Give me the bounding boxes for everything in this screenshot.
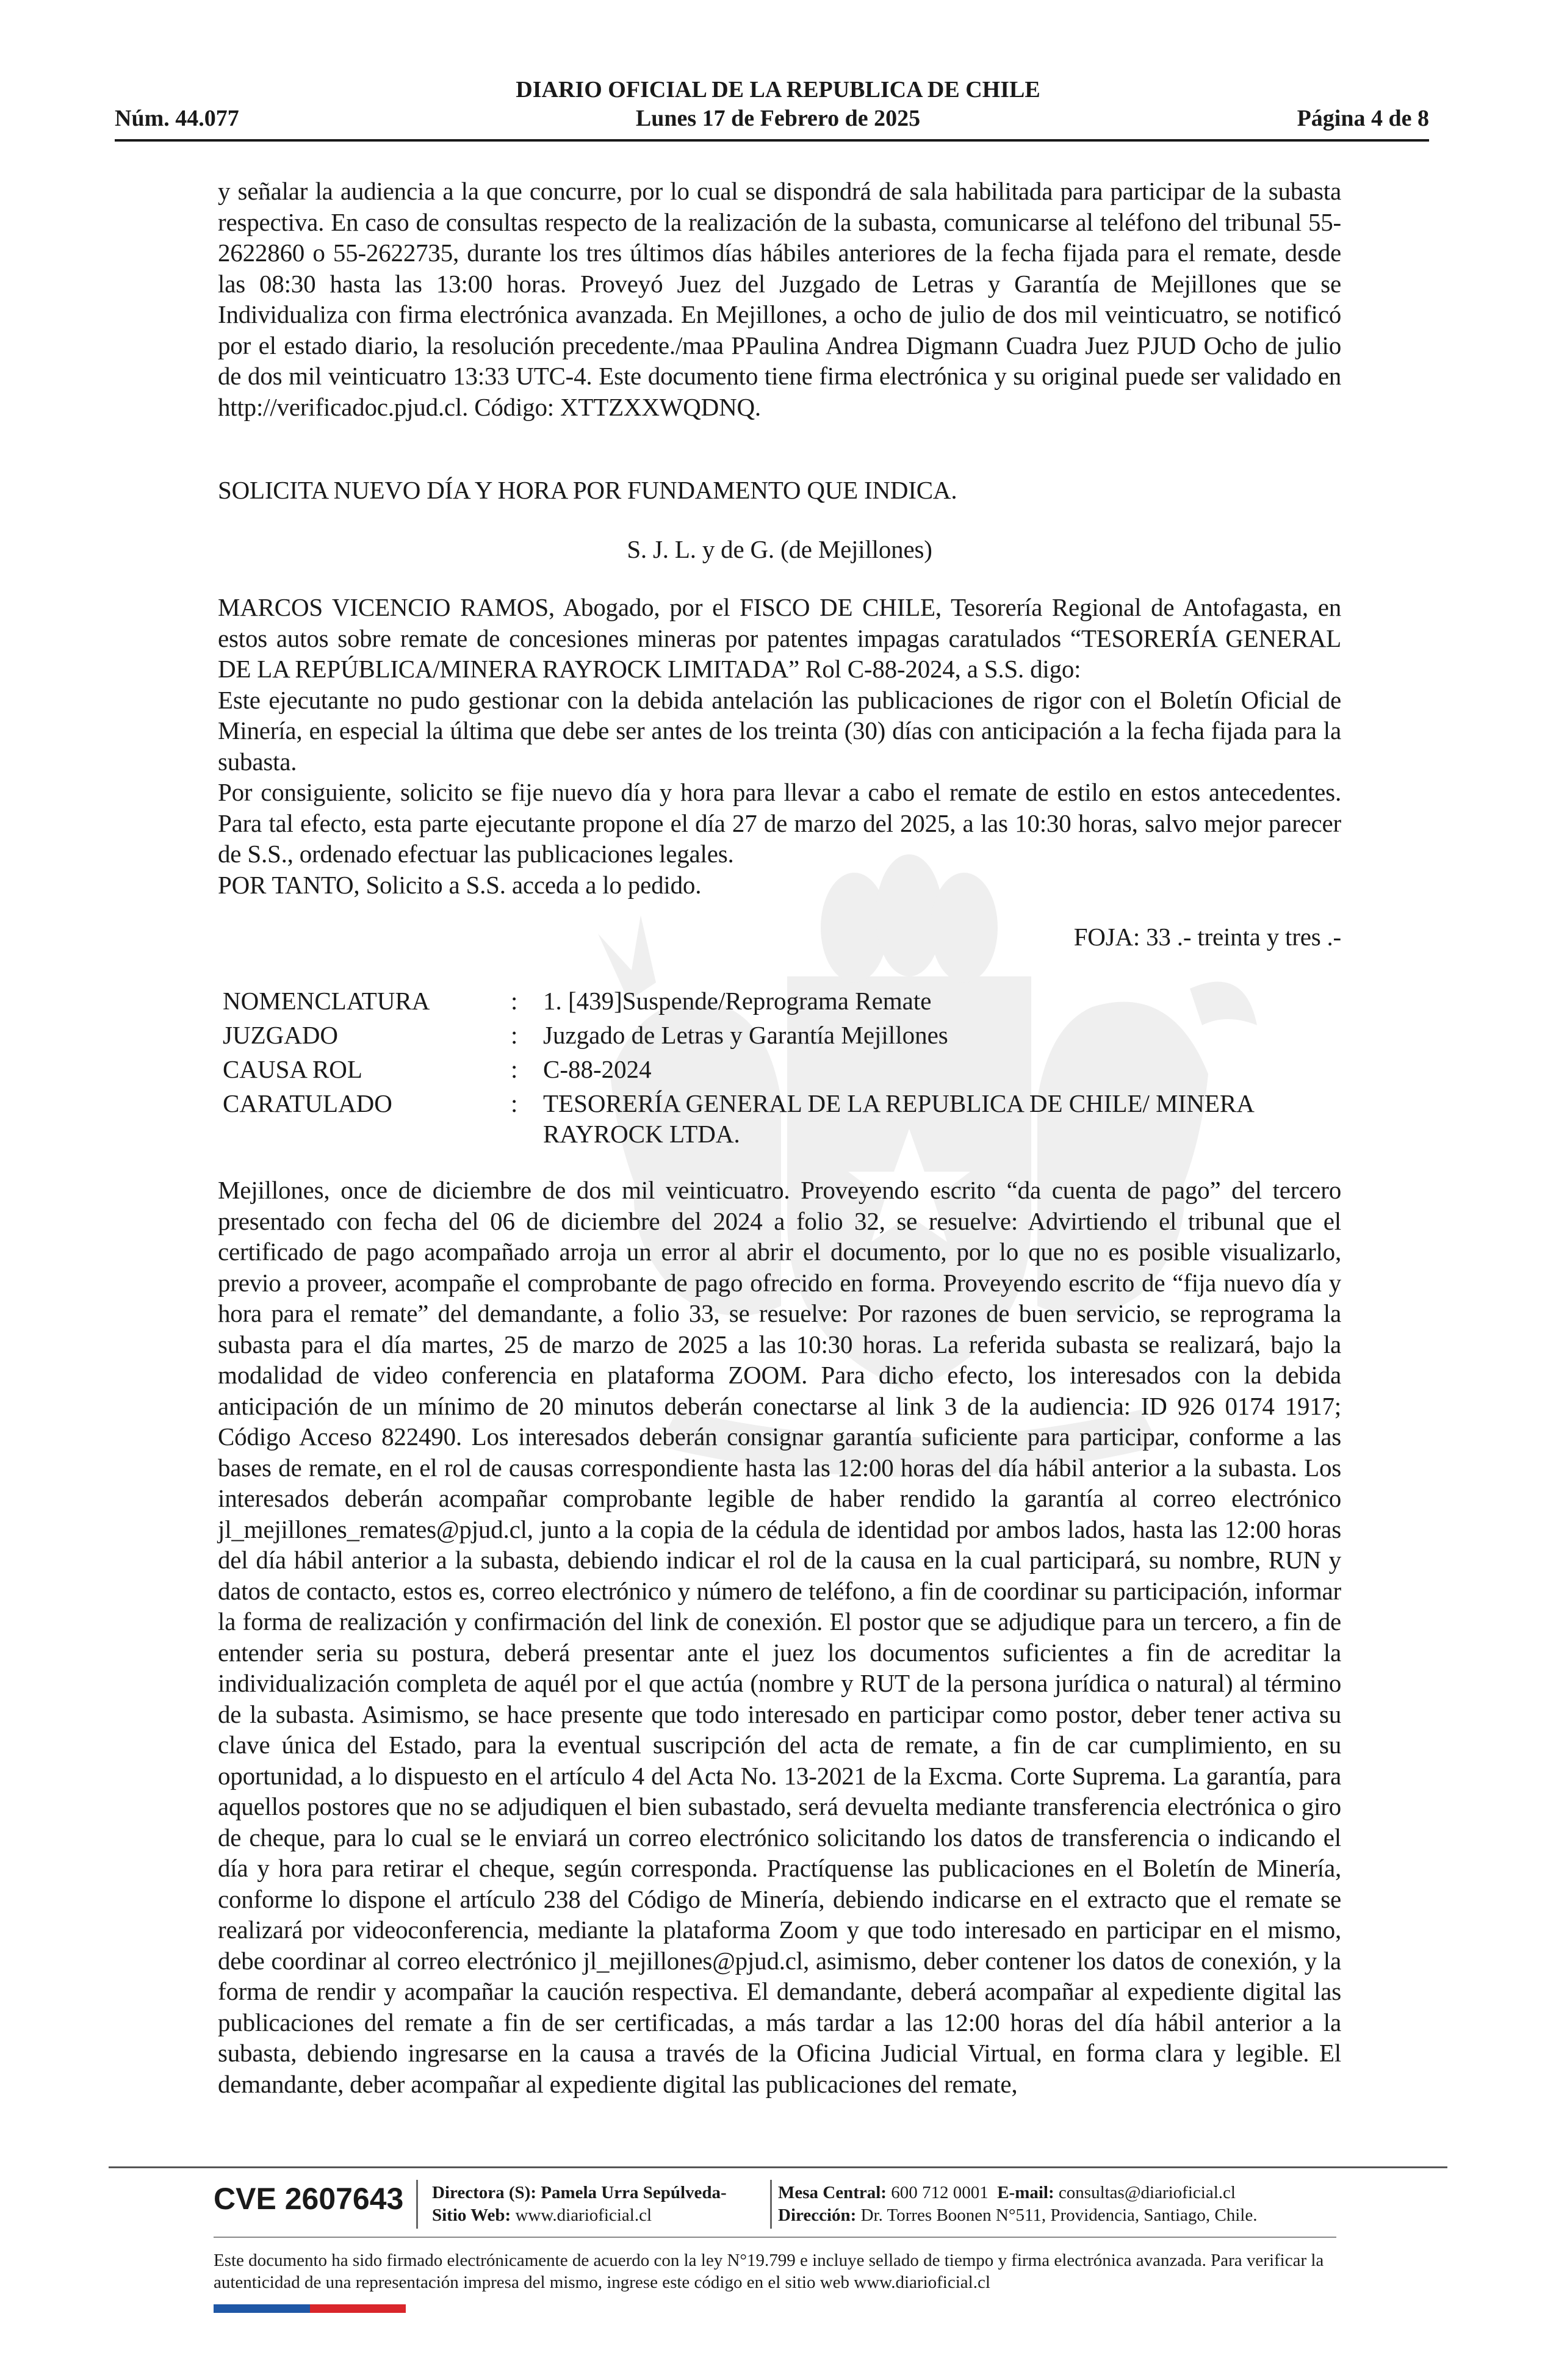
case-info-label: NOMENCLATURA [223, 987, 430, 1015]
flag-stripe [214, 2304, 406, 2313]
case-info-separator: : [511, 987, 518, 1015]
resolution-paragraph: Mejillones, once de diciembre de dos mil veinticuatro. Proveyendo escrito “da cuenta de pago” del tercero presentado con fecha del 06 de diciembre del 2024 a folio 32, se resuelve: Advirtiendo el tribunal que el certificado de pago acompañado arroja un error al abrir el documento, por lo que no es posible visualizarlo, previo a proveer, acompañe el comprobante de pago ofrecido en forma. Proveyendo escrito de “fija nuevo día y hora para el remate” del demandante, a folio 33, se resuelve: Por razones de buen servicio, se reprograma la subasta para el día martes, 25 de marzo de 2025 a las 10:30 horas. La referida subasta se realizará, bajo la modalidad de video conferencia en plataforma ZOOM. Para dicho efecto, los interesados con la debida anticipación de un mínimo de 20 minutos deberán conectarse al link 3 de la audiencia: ID 926 0174 1917; Código Acceso 822490. Los interesados deberán consignar garantía suficiente para participar, conforme a las bases de remate, en el rol de causas correspondiente hasta las 12:00 horas del día hábil anterior a la subasta. Los interesados deberán acompañar comprobante legible de haber rendido la garantía al correo electrónico jl_mejillones_remates@pjud.cl, junto a la copia de la cédula de identidad por ambos lados, hasta las 12:00 horas del día hábil anterior a la subasta, debiendo indicar el rol de la causa en la cual participará, su nombre, RUN y datos de contacto, estos es, correo electrónico y número de teléfono, a fin de coordinar su participación, informar la forma de realización y confirmación del link de conexión. El postor que se adjudique para un tercero, a fin de entender seria su postura, deberá presentar ante el juez los documentos suficientes a fin de acreditar la individualización completa de aquél por el que actúa (nombre y RUT de la persona jurídica o natural) al término de la subasta. Asimismo, se hace presente que todo interesado en participar como postor, deber tener activa su clave única del Estado, para la eventual suscripción del acta de remate, a fin de car cumplimiento, en su oportunidad, a lo dispuesto en el artículo 4 del Acta No. 13-2021 de la Excma. Corte Suprema. La garantía, para aquellos postores que no se adjudiquen el bien subastado, será devuelta mediante transferencia electrónica o giro de cheque, para lo cual se le enviará un correo electrónico solicitando los datos de transferencia o indicando el día y hora para retirar el cheque, según corresponda. Practíquense las publicaciones en el Boletín de Minería, conforme lo dispone el artículo 238 del Código de Minería, debiendo indicarse en el extracto que el remate se realizará por videoconferencia, mediante la plataforma Zoom y que todo interesado en participar en el mismo, debe coordinar al correo electrónico jl_mejillones@pjud.cl, asimismo, deber contener los datos de conexión, y la forma de rendir y acompañar la caución respectiva. El demandante, deberá acompañar al expediente digital las publicaciones del remate a fin de ser certificadas, a más tardar a las 12:00 horas del día hábil anterior a la subasta, debiendo ingresarse en la causa a través de la Oficina Judicial Virtual, en forma clara y legible. El demandante, deber acompañar al expediente digital las publicaciones del remate, [218, 1176, 1341, 2098]
case-info-row [223, 986, 1342, 1016]
footer-contact-block [778, 2182, 1257, 2227]
petition-body [218, 592, 1341, 900]
site-label: Sitio Web: [432, 2205, 511, 2225]
site-link[interactable]: www.diarioficial.cl [515, 2205, 652, 2225]
phone-value: 600 712 0001 [891, 2183, 989, 2202]
footer-divider-secondary [214, 2237, 1336, 2238]
address-value: Dr. Torres Boonen N°511, Providencia, Santiago, Chile. [860, 2205, 1258, 2225]
paragraph-notice-end: y señalar la audiencia a la que concurre, por lo cual se dispondrá de sala habilitada para participar de la subasta respectiva. En caso de consultas respecto de la realización de la subasta, comunicarse al teléfono del tribunal 55-2622860 o 55-2622735, durante los tres últimos días hábiles anteriores de la fecha fijada para el remate, desde las 08:30 hasta las 13:00 horas. Proveyó Juez del Juzgado de Letras y Garantía de Mejillones que se Individualiza con firma electrónica avanzada. En Mejillones, a ocho de julio de dos mil veinticuatro, se notificó por el estado diario, la resolución precedente./maa PPaulina Andrea Digmann Cuadra Juez PJUD Ocho de julio de dos mil veinticuatro 13:33 UTC-4. Este documento tiene firma electrónica y su original puede ser validado en http://verificadoc.pjud.cl. Código: XTTZXXWQDNQ. [218, 177, 1341, 421]
petition-heading: SOLICITA NUEVO DÍA Y HORA POR FUNDAMENTO QUE INDICA. [218, 476, 957, 504]
phone-label: Mesa Central: [778, 2183, 887, 2202]
issue-date: Lunes 17 de Febrero de 2025 [635, 106, 921, 131]
footer-separator [416, 2180, 418, 2229]
petition-request: Por consiguiente, solicito se fije nuevo día y hora para llevar a cabo el remate de estilo en estos antecedentes. Para tal efecto, esta parte ejecutante propone el día 27 de marzo del 2025, a las 10:30 horas, salvo mejor parecer de S.S., ordenado efectuar las publicaciones legales. [218, 778, 1341, 868]
case-info-value: TESORERÍA GENERAL DE LA REPUBLICA DE CHILE/ MINERA RAYROCK LTDA. [543, 1089, 1253, 1148]
flag-blue-segment [214, 2304, 310, 2313]
case-info-separator: : [511, 1021, 518, 1049]
issue-number: Núm. 44.077 [115, 106, 239, 131]
foja-number: FOJA: 33 .- treinta y tres .- [1073, 923, 1341, 951]
case-info-separator: : [511, 1055, 518, 1083]
court-addressee: S. J. L. y de G. (de Mejillones) [627, 535, 932, 563]
page-number: Página 4 de 8 [1297, 106, 1429, 131]
address-label: Dirección: [778, 2205, 857, 2225]
director-label: Directora (S): [432, 2183, 536, 2202]
flag-red-segment [310, 2304, 406, 2313]
footer-separator [770, 2180, 772, 2229]
petition-intro: MARCOS VICENCIO RAMOS, Abogado, por el FISCO DE CHILE, Tesorería Regional de Antofagasta, en estos autos sobre remate de concesiones mineras por patentes impagas caratulados “TESORERÍA GENERAL DE LA REPÚBLICA/MINERA RAYROCK LIMITADA” Rol C-88-2024, a S.S. digo: [218, 593, 1341, 683]
legal-notice: Este documento ha sido firmado electrónicamente de acuerdo con la ley N°19.799 e incluye sellado de tiempo y firma electrónica avanzada. Para verificar la autenticidad de una representación impresa del mismo, ingrese este código en el sitio web www.diarioficial.cl [214, 2251, 1324, 2292]
case-info-value: C-88-2024 [543, 1055, 652, 1083]
case-info-row [223, 1054, 1342, 1084]
case-info-label: CARATULADO [223, 1089, 392, 1117]
case-info-value: 1. [439]Suspende/Reprograma Remate [543, 987, 932, 1015]
newspaper-title: DIARIO OFICIAL DE LA REPUBLICA DE CHILE [516, 77, 1040, 103]
footer-director-block [432, 2182, 727, 2227]
header-divider [115, 139, 1429, 142]
case-info-label: CAUSA ROL [223, 1055, 362, 1083]
footer-divider [109, 2166, 1447, 2168]
email-label: E-mail: [997, 2183, 1054, 2202]
case-info-table [223, 986, 1342, 1153]
case-info-value: Juzgado de Letras y Garantía Mejillones [543, 1021, 948, 1049]
director-name: Pamela Urra Sepúlveda- [541, 2183, 727, 2202]
petition-reason: Este ejecutante no pudo gestionar con la debida antelación las publicaciones de rigor con el Boletín Oficial de Minería, en especial la última que debe ser antes de los treinta (30) días con anticipación a la fecha fijada para la subasta. [218, 685, 1341, 776]
case-info-row [223, 1088, 1342, 1149]
case-info-row [223, 1020, 1342, 1050]
email-link[interactable]: consultas@diarioficial.cl [1058, 2183, 1236, 2202]
petition-closing: POR TANTO, Solicito a S.S. acceda a lo pedido. [218, 870, 702, 899]
case-info-separator: : [511, 1089, 518, 1117]
case-info-label: JUZGADO [223, 1021, 339, 1049]
cve-code: CVE 2607643 [214, 2182, 404, 2216]
